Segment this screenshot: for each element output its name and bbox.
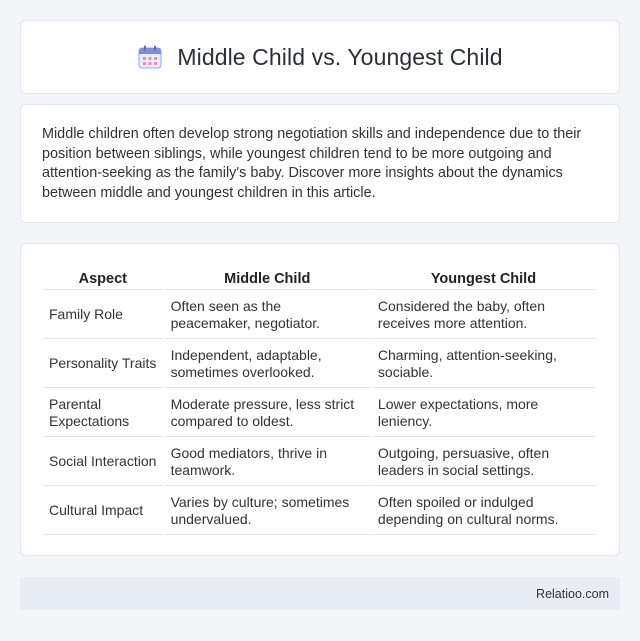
table-cell: Often spoiled or indulged depending on cultural norms.: [372, 486, 595, 535]
table-cell: Considered the baby, often receives more attention.: [372, 290, 595, 339]
table-cell: Moderate pressure, less strict compared to oldest.: [165, 388, 370, 437]
table-row: [43, 388, 595, 437]
table-cell: Varies by culture; sometimes undervalued.: [165, 486, 370, 535]
calendar-icon: [137, 44, 163, 70]
column-header-middle-child: Middle Child: [165, 262, 370, 290]
intro-text: Middle children often develop strong negotiation skills and independence due to their position between siblings, while youngest children tend to be more outgoing and attention-seeking as the family's baby. Discover more insights about the dynamics between middle and youngest children in this article.: [42, 126, 582, 201]
table-row: [43, 339, 595, 388]
footer-bar: [20, 577, 620, 610]
table-cell: Good mediators, thrive in teamwork.: [165, 437, 370, 486]
table-row: [43, 486, 595, 535]
column-header-youngest-child: Youngest Child: [372, 262, 595, 290]
comparison-table: [41, 262, 597, 535]
footer-brand-link[interactable]: Relatioo.com: [536, 586, 609, 601]
table-cell: Often seen as the peacemaker, negotiator.: [165, 290, 370, 339]
table-row: [43, 437, 595, 486]
table-cell: Parental Expectations: [43, 388, 163, 437]
header-card: [20, 20, 620, 94]
column-header-aspect: Aspect: [43, 262, 163, 290]
table-cell: Cultural Impact: [43, 486, 163, 535]
table-header-row: [43, 262, 595, 290]
table-cell: Lower expectations, more leniency.: [372, 388, 595, 437]
table-cell: Personality Traits: [43, 339, 163, 388]
table-cell: Outgoing, persuasive, often leaders in social settings.: [372, 437, 595, 486]
table-cell: Charming, attention-seeking, sociable.: [372, 339, 595, 388]
table-row: [43, 290, 595, 339]
page-title: Middle Child vs. Youngest Child: [177, 43, 503, 70]
table-cell: Independent, adaptable, sometimes overlooked.: [165, 339, 370, 388]
table-cell: Family Role: [43, 290, 163, 339]
comparison-table-card: [20, 243, 620, 556]
intro-card: [20, 104, 620, 223]
table-cell: Social Interaction: [43, 437, 163, 486]
